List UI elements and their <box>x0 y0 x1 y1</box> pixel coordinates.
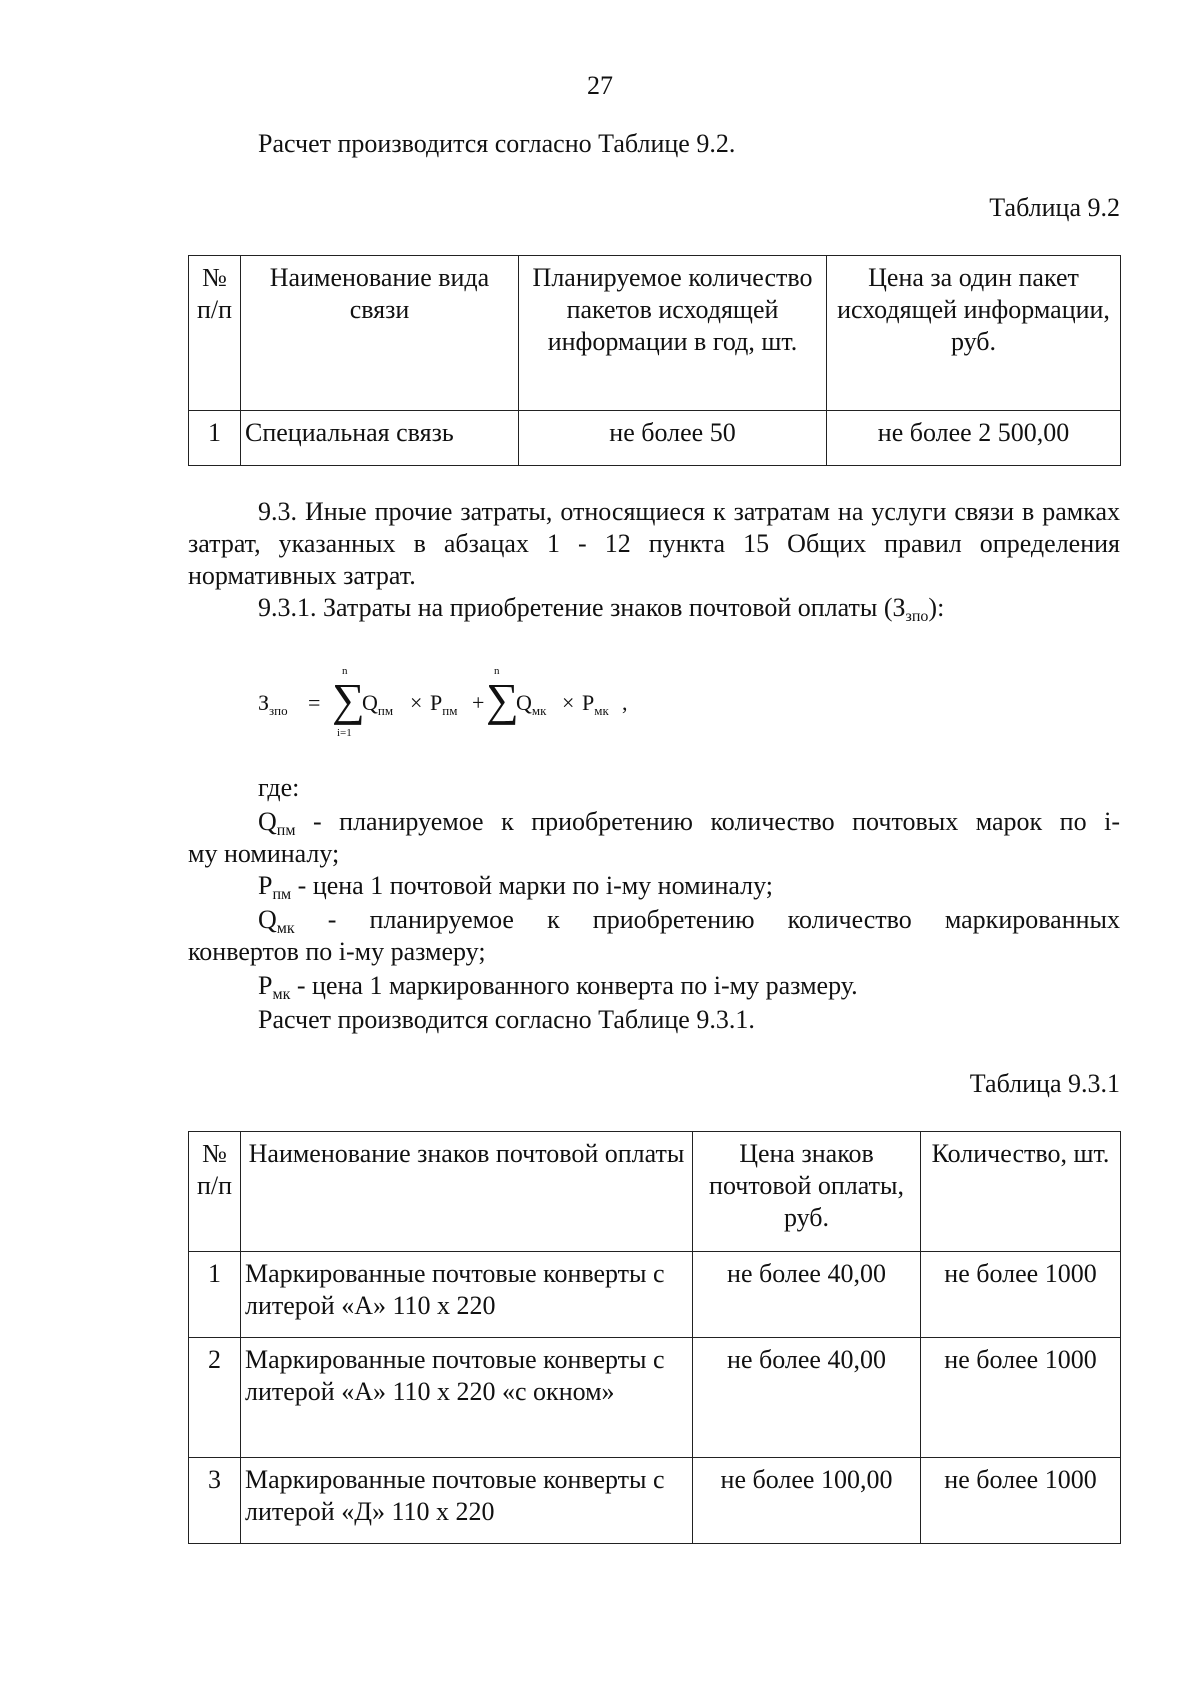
section-9-3-1-text: 9.3.1. Затраты на приобретение знаков почтовой оплаты (З <box>258 593 906 622</box>
header-cell-number: № п/п <box>189 256 241 411</box>
definition-p-pm: $P_{пм}$ - цена 1 почтовой марки по i-му номиналу; <box>258 871 774 903</box>
table-row <box>189 1458 1121 1544</box>
cell-number: 2 <box>189 1338 241 1458</box>
formula-equals: = <box>308 690 321 715</box>
formula-q-mk: $Q_{мк}$ <box>516 690 547 718</box>
section-9-3-1 <box>188 592 1120 624</box>
header-cell-quantity: Планируемое количество пакетов исходящей информации в год, шт. <box>519 256 827 411</box>
formula-plus: + <box>472 690 485 715</box>
sum-symbol-2: ∑ <box>486 674 519 725</box>
cell-price: не более 40,00 <box>693 1252 921 1338</box>
definition-q-mk: $Q_{мк}$ - планируемое к приобретению количество маркированных <box>258 905 1120 937</box>
sum-upper-limit-2: n <box>494 665 500 677</box>
section-9-3-1-close: ): <box>928 593 945 622</box>
table-header-row <box>189 256 1121 411</box>
calc-sentence-2: Расчет производится согласно Таблице 9.3.1. <box>258 1005 755 1034</box>
cell-price: не более 2 500,00 <box>827 411 1121 466</box>
table-9-3-1-caption: Таблица 9.3.1 <box>969 1069 1120 1098</box>
cell-price: не более 40,00 <box>693 1338 921 1458</box>
formula-times-1: × <box>410 690 423 715</box>
header-cell-number: № п/п <box>189 1132 241 1252</box>
cell-number: 3 <box>189 1458 241 1544</box>
definition-q-mk-cont: конвертов по i-му размеру; <box>188 937 486 966</box>
table-9-3-1 <box>188 1131 1121 1544</box>
header-cell-name: Наименование вида связи <box>241 256 519 411</box>
formula-p-mk: $P_{мк}$ <box>582 690 609 718</box>
sum-symbol-1: ∑ <box>332 674 365 725</box>
table-row <box>189 1252 1121 1338</box>
table-header-row <box>189 1132 1121 1252</box>
header-cell-price: Цена за один пакет исходящей информации, руб. <box>827 256 1121 411</box>
header-cell-name: Наименование знаков почтовой оплаты <box>241 1132 693 1252</box>
formula-q-pm: $Q_{пм}$ <box>362 690 394 718</box>
cell-name: Маркированные почтовые конверты с литерой «А» 110 х 220 <box>241 1252 693 1338</box>
formula-comma: , <box>622 690 628 715</box>
cell-name: Маркированные почтовые конверты с литерой «А» 110 х 220 «с окном» <box>241 1338 693 1458</box>
section-9-3-1-sub: зпо <box>905 608 929 625</box>
section-9-3: 9.3. Иные прочие затраты, относящиеся к затратам на услуги связи в рамках затрат, указанных в абзацах 1 - 12 пункта 15 Общих правил определения нормативных затрат. <box>188 497 1120 590</box>
sum-upper-limit-1: n <box>342 665 348 677</box>
cell-name: Маркированные почтовые конверты с литерой «Д» 110 х 220 <box>241 1458 693 1544</box>
table-9-2 <box>188 255 1121 466</box>
page-number: 27 <box>587 71 613 100</box>
cell-quantity: не более 1000 <box>921 1338 1121 1458</box>
cell-price: не более 100,00 <box>693 1458 921 1544</box>
table-row <box>189 411 1121 466</box>
table-9-2-caption: Таблица 9.2 <box>989 193 1120 222</box>
cost-formula <box>258 665 678 745</box>
cell-quantity: не более 1000 <box>921 1458 1121 1544</box>
definition-p-mk: $P_{мк}$ - цена 1 маркированного конверта по i-му размеру. <box>258 971 858 1003</box>
header-cell-price: Цена знаков почтовой оплаты, руб. <box>693 1132 921 1252</box>
sum-lower-limit-1: i=1 <box>337 727 352 739</box>
formula-p-pm: $P_{пм}$ <box>430 690 458 718</box>
intro-sentence: Расчет производится согласно Таблице 9.2. <box>258 129 736 158</box>
table-row <box>189 1338 1121 1458</box>
cell-name: Специальная связь <box>241 411 519 466</box>
formula-lhs: $З_{зпо}$ <box>258 690 288 718</box>
definition-q-pm-cont: му номиналу; <box>188 839 340 868</box>
formula-times-2: × <box>562 690 575 715</box>
cell-number: 1 <box>189 411 241 466</box>
header-cell-quantity: Количество, шт. <box>921 1132 1121 1252</box>
cell-quantity: не более 1000 <box>921 1252 1121 1338</box>
cell-quantity: не более 50 <box>519 411 827 466</box>
cell-number: 1 <box>189 1252 241 1338</box>
where-label: где: <box>258 773 300 802</box>
definition-q-pm: $Q_{пм}$ - планируемое к приобретению количество почтовых марок по i- <box>258 807 1120 839</box>
